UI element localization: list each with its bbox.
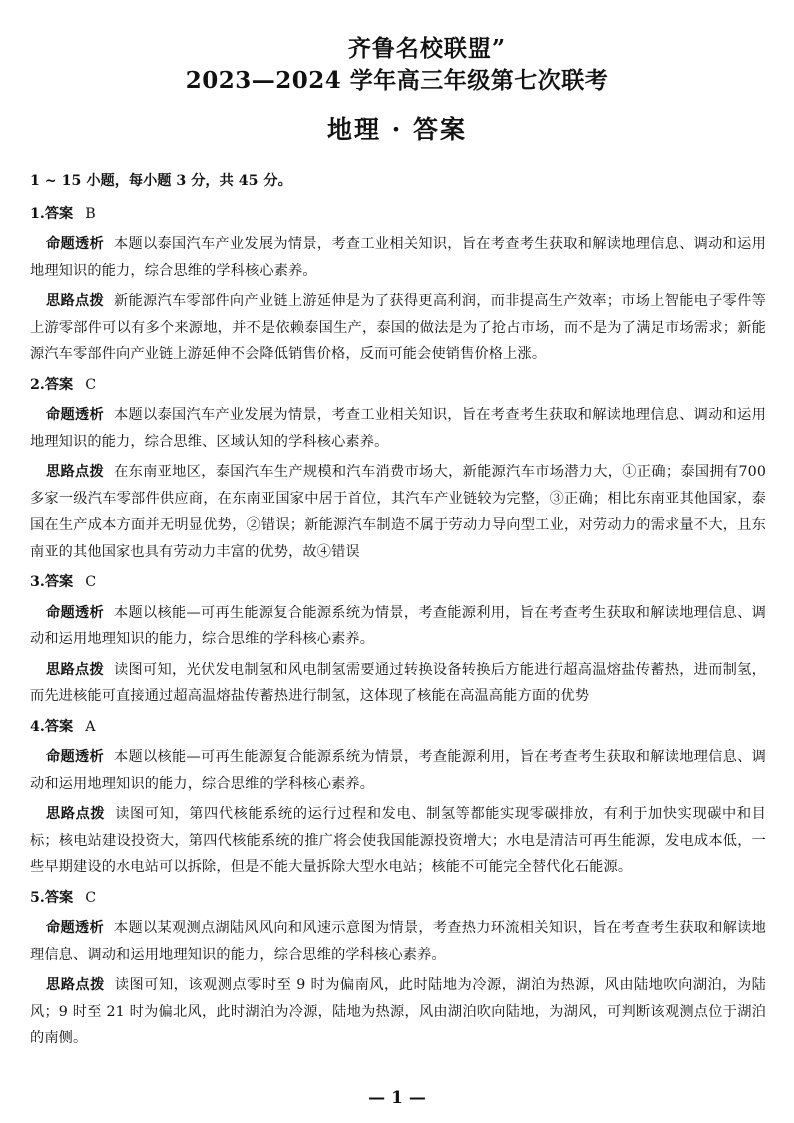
hint-text: 在东南亚地区，泰国汽车生产规模和汽车消费市场大，新能源汽车市场潜力大，①正确；泰国拥有700 多家一级汽车零部件供应商，在东南亚国家中居于首位，其汽车产业链较为完整，③正确；相比东南亚其他国家，泰国在生产成本方面并无明显优势，②错误；新能源汽车制造不属于劳动力导向型工业，对劳动力的需求量不大，且东南亚的其他国家也具有劳动力丰富的优势，故④错误	[30, 464, 767, 560]
hint-label: 思路点拨	[46, 464, 105, 480]
hint-paragraph	[30, 657, 766, 710]
analysis-text: 本题以核能—可再生能源复合能源系统为情景，考查能源利用，旨在考查考生获取和解读地理信息、调动和运用地理知识的能力，综合思维的学科核心素养。	[30, 749, 766, 792]
analysis-text: 本题以某观测点湖陆风风向和风速示意图为情景，考查热力环流相关知识，旨在考查考生获取和解读地理信息、调动和运用地理知识的能力，综合思维的学科核心素养。	[30, 920, 766, 963]
answer-heading	[30, 201, 766, 228]
hint-text: 新能源汽车零部件向产业链上游延伸是为了获得更高利润，而非提高生产效率；市场上智能电子零件等上游零部件可以有多个来源地，并不是依赖泰国生产，泰国的做法是为了抢占市场，而不是为了满足市场需求；新能源汽车零部件向产业链上游延伸不会降低销售价格，反而可能会使销售价格上涨。	[30, 293, 766, 362]
hint-text: 读图可知，第四代核能系统的运行过程和发电、制氢等都能实现零碳排放，有利于加快实现碳中和目标；核电站建设投资大，第四代核能系统的推广将会使我国能源投资增大；水电是清洁可再生能源，发电成本低，一些早期建设的水电站可以拆除，但是不能大量拆除大型水电站；核能不可能完全替代化石能源。	[30, 806, 766, 875]
question-number: 1.	[30, 205, 45, 222]
subject-title: 地理 · 答案	[326, 115, 468, 144]
answer-label: 答案	[44, 376, 74, 393]
answer-choice: C	[85, 376, 97, 393]
question-number: 2.	[30, 376, 45, 393]
answer-label: 答案	[44, 718, 74, 735]
question-5	[30, 885, 766, 1052]
analysis-label: 命题透析	[46, 749, 104, 765]
question-number: 5.	[30, 889, 45, 906]
answer-heading	[30, 714, 766, 741]
hint-label: 思路点拨	[46, 661, 104, 678]
hint-paragraph	[30, 801, 766, 881]
hint-label: 思路点拨	[46, 293, 104, 309]
hint-text: 读图可知，光伏发电制氢和风电制氢需要通过转换设备转换后方能进行超高温熔盐传蓄热，进而制氢，而先进核能可直接通过超高温熔盐传蓄热进行制氢，这体现了核能在高温高能方面的优势	[30, 661, 766, 704]
analysis-paragraph	[30, 231, 766, 284]
analysis-label: 命题透析	[46, 407, 104, 423]
hint-text: 读图可知，该观测点零时至 9 时为偏南风，此时陆地为冷源，湖泊为热源，风由陆地吹向湖泊，为陆风；9 时至 21 时为偏北风，此时湖泊为冷源，陆地为热源，风由湖泊吹向陆地，为湖风，可判断该观测点位于湖泊的南侧。	[30, 977, 766, 1046]
hint-label: 思路点拨	[46, 977, 105, 993]
analysis-label: 命题透析	[46, 604, 104, 621]
answer-choice: C	[85, 889, 97, 906]
answer-label: 答案	[44, 205, 74, 222]
hint-label: 思路点拨	[46, 806, 106, 822]
analysis-text: 本题以泰国汽车产业发展为情景，考查工业相关知识，旨在考查考生获取和解读地理信息、调动和运用地理知识的能力，综合思维、区域认知的学科核心素养。	[30, 407, 766, 450]
question-2	[30, 372, 766, 566]
analysis-label: 命题透析	[46, 920, 104, 936]
question-1	[30, 201, 766, 368]
analysis-label: 命题透析	[46, 236, 104, 252]
alliance-title: 齐鲁名校联盟”	[347, 35, 507, 62]
question-4	[30, 714, 766, 881]
question-number: 3.	[30, 574, 45, 590]
answer-choice: B	[85, 205, 96, 222]
answer-content	[30, 168, 766, 1056]
answer-heading	[30, 569, 766, 596]
hint-paragraph	[30, 459, 766, 565]
hint-paragraph	[30, 288, 766, 368]
exam-title: 2023—2024 学年高三年级第七次联考	[185, 67, 609, 94]
analysis-paragraph	[30, 402, 766, 455]
analysis-text: 本题以核能—可再生能源复合能源系统为情景，考查能源利用，旨在考查考生获取和解读地理信息、调动和运用地理知识的能力，综合思维的学科核心素养。	[30, 604, 766, 647]
answer-heading	[30, 372, 766, 399]
answer-label: 答案	[44, 889, 74, 906]
answer-choice: A	[85, 718, 96, 735]
page-number: — 1 —	[368, 1088, 426, 1108]
scoring-intro: 1 ~ 15 小题，每小题 3 分，共 45 分。	[30, 173, 292, 189]
answer-label: 答案	[44, 574, 74, 590]
analysis-paragraph	[30, 600, 766, 653]
analysis-paragraph	[30, 915, 766, 968]
analysis-paragraph	[30, 744, 766, 797]
question-number: 4.	[30, 718, 45, 735]
analysis-text: 本题以泰国汽车产业发展为情景，考查工业相关知识，旨在考查考生获取和解读地理信息、调动和运用地理知识的能力，综合思维的学科核心素养。	[30, 236, 766, 279]
question-3	[30, 569, 766, 710]
answer-choice: C	[85, 574, 97, 590]
answer-heading	[30, 885, 766, 912]
hint-paragraph	[30, 972, 766, 1052]
